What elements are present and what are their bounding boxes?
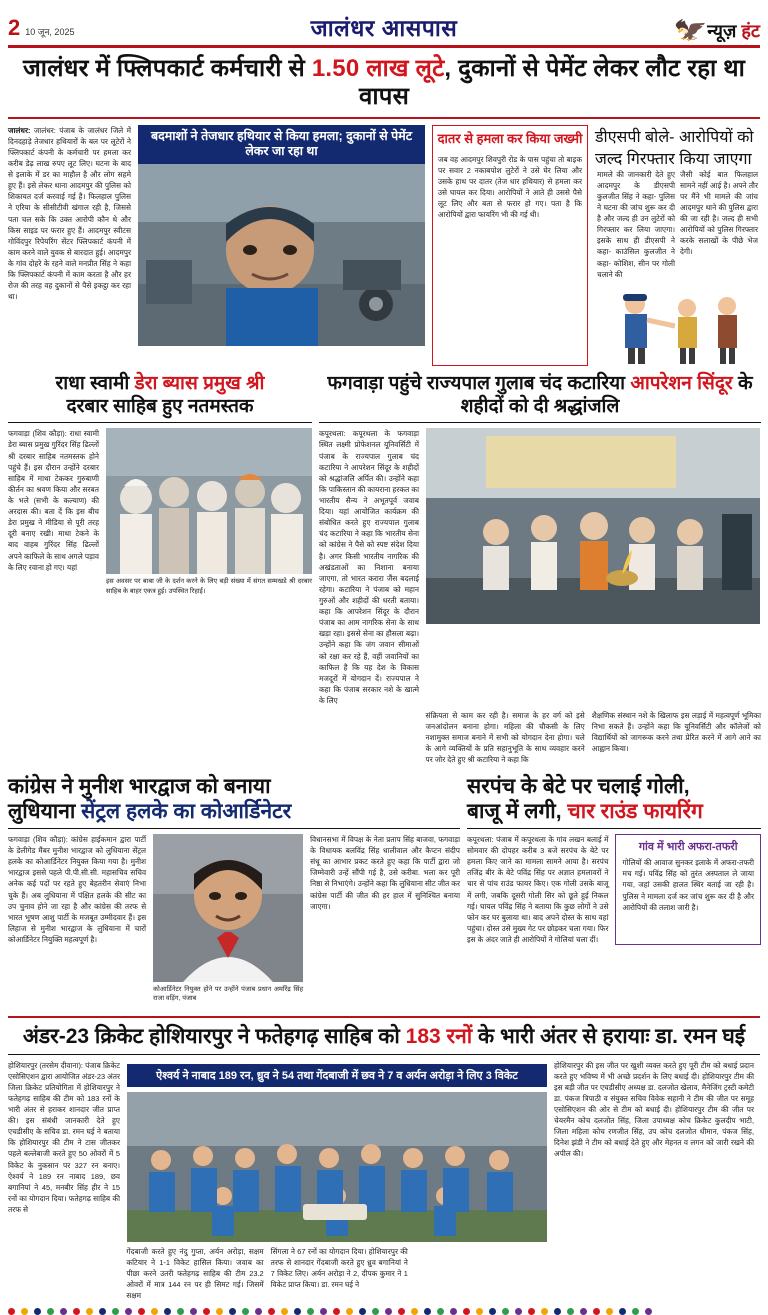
footer-dot (203, 1308, 210, 1315)
dera-story (8, 373, 312, 766)
congress-headline-rule (8, 828, 460, 829)
brand-logo (673, 18, 760, 45)
cricket-team-photo (127, 1092, 547, 1242)
page-number: 2 (8, 15, 21, 40)
footer-dot (606, 1308, 613, 1315)
sarpanch-content-row (467, 834, 761, 945)
footer-dot (177, 1308, 184, 1315)
cricket-headline: अंडर-23 क्रिकेट होशियारपुर ने फतेहगढ़ साहिब को 183 रनों के भारी अंतर से हरायाः डा. रमन घई (22, 1025, 746, 1049)
attack-box-title: दातर से हमला कर किया जख्मी (433, 126, 587, 151)
dera-headline-rule (8, 422, 312, 423)
footer-dot (645, 1308, 652, 1315)
block2 (8, 373, 760, 766)
footer-dot (255, 1308, 262, 1315)
sarpanch-headline-rule (467, 828, 761, 829)
footer-dot (632, 1308, 639, 1315)
footer-dot (528, 1308, 535, 1315)
eagle-icon: 🦅 (673, 20, 709, 42)
governor-body-col3: शैक्षणिक संस्थान नशे के खिलाफ इस लड़ाई में महत्वपूर्ण भूमिका निभा सकते हैं। उन्होंने कहा कि यूनिवर्सिटी और कॉलेजों को विद्यार्थियों को जागरूक करने तथा प्रेरित करने में आगे आने का आह्वान किया। (591, 711, 761, 754)
newspaper-page (0, 6, 768, 1301)
brand-name: न्यूज़ हंट (707, 20, 760, 41)
dera-photo-column (106, 428, 312, 595)
footer-dot (554, 1308, 561, 1315)
robbery-victim-photo (138, 164, 425, 346)
cricket-summary-strip: ऐश्वर्य ने नाबाद 189 रन, ध्रुव ने 54 तथा गेंदबाजी में छव ने 7 व अर्यन अरोड़ा ने लिए 3 विकेट (127, 1064, 547, 1087)
cricket-body-col3: सिंगला ने 67 रनों का योगदान दिया। होशियारपुर की तरफ से शानदार गेंदबाजी करते हुए ध्रुव बगानियां ने 7 विकेट लिए। अर्यन अरोड़ा ने 2, दीपक कुमार ने 1 विकेट प्राप्त किया। डा. रमन घई ने (270, 1246, 408, 1289)
dsp-box-title: डीएसपी बोले- आरोपियों को जल्द गिरफ्तार किया जाएगा (595, 128, 754, 168)
side-boxes-row (432, 125, 760, 366)
lead-subheadline-bar: बदमाशों ने तेजधार हथियार से किया हमला; दुकानों से पेमेंट लेकर जा रहा था (138, 125, 425, 164)
sarpanch-story (467, 774, 761, 1004)
attack-box (432, 125, 588, 366)
congress-photo-caption: कोआर्डिनेटर नियुक्त होने पर उन्होंने पंजाब प्रधान अमरिंद्र सिंह राजा वड़िंग, पंजाब (153, 985, 304, 1003)
governor-body-col2: संक्रियता से काम कर रही है। समाज के हर वर्ग को इसे जनआंदोलन बनाना होगा। महिला की चौकसी के लिए नशामुक्त समाज बनाने में सभी को योगदान देना होगा। चले के आगे व्यक्तियों के प्रति सहानुभूति के साथ व्यवहार करने पर जोर देते हुए श्री कटारिया ने कहा कि (425, 711, 585, 765)
lead-headline (8, 55, 760, 112)
footer-dot (385, 1308, 392, 1315)
dera-sangat-photo (106, 428, 312, 574)
issue-date: 10 जून, 2025 (25, 27, 75, 37)
lead-headline-part2: , दुकानों से पेमेंट लेकर लौट रहा था वापस (358, 55, 746, 111)
footer-dot (333, 1308, 340, 1315)
sarpanch-side-box-text: गोलियों की आवाज सुनकर इलाके में अफरा-तफरी मच गई। पविंद्र सिंह को तुरंत अस्पताल ले जाया गया, जहां उसकी हालत स्थिर बताई जा रही है। पुलिस ने मामला दर्ज कर जांच शुरू कर दी है और आरोपियों की तलाश जारी है। (622, 858, 754, 912)
dera-body-text: फगवाड़ा (शिव कौड़ा): राधा स्वामी डेरा ब्यास प्रमुख गुरिंदर सिंह ढिल्लों श्री दरबार साहिब नतमस्तक होने पहुंचे हैं। इस दौरान उन्होंने दरबार साहिब में माथा टेककर गुरुबाणी कीर्तन का श्रवण किया और सरबत के भले (सभी के कल्याण) की अरदास की। बता दें कि इस बीच डेरा प्रमुख ने मीडिया से पूरी तरह दूरी बनाए रखी। माथा टेकने के बाद वाहब गुरिंदर सिंह ढिल्लों अपने काफिले के साथ अगले पड़ाव के लिए रवाना हो गए। यहां (8, 429, 99, 572)
footer-dot (112, 1308, 119, 1315)
footer-dot (164, 1308, 171, 1315)
masthead (8, 6, 760, 48)
footer-dot (580, 1308, 587, 1315)
governor-headline: फगवाड़ा पहुंचे राज्यपाल गुलाब चंद कटारिया आपरेशन सिंदूर के शहीदों को दी श्रद्धांजलि (327, 372, 753, 417)
dera-content-row (8, 428, 312, 595)
footer-dot (359, 1308, 366, 1315)
lead-story-mid-column (138, 125, 425, 366)
footer-dot (294, 1308, 301, 1315)
footer-dot (398, 1308, 405, 1315)
footer-dot (242, 1308, 249, 1315)
congress-portrait-column (153, 834, 303, 1003)
sarpanch-body-text: कपूरथला: पंजाब में कपूरथला के गांव लखन बलाई में सोमवार की दोपहर करीब 3 बजे सरपंच के बेटे पर हमला किए जाने का मामला सामने आया है। सरपंच तजिंद्र बीर के बेटे पविंद्र सिंह पर अज्ञात हमलावरों ने चार से पांच राउंड फायर किए। एक गोली उसके बाजू में लगी, जबकि दूसरी गोली सिर को छूते हुई निकल गई। घायल पविंद्र सिंह ने बताया कि कुछ लोगों ने उसे फोन कर घर बुलाया था। बाद अपने दोस्त के साथ वहां पहुंचा। दोस्त उसे मुख्य गेट पर छोड़कर चला गया। फिर इस के अंदर जाते ही आरोपियों ने गोलियां चला दीं। (467, 834, 609, 944)
governor-photo-column (426, 428, 760, 706)
cricket-lower-columns (8, 1246, 760, 1302)
lead-headline-amount: 1.50 लाख लूटे (311, 55, 445, 82)
footer-dot (34, 1308, 41, 1315)
footer-dot (489, 1308, 496, 1315)
sarpanch-side-box-title: गांव में भारी अफरा-तफरी (638, 840, 738, 853)
lead-story-text-column (8, 125, 131, 366)
cricket-story (8, 1011, 760, 1301)
block3 (8, 774, 760, 1004)
footer-dot (424, 1308, 431, 1315)
dera-photo-caption: इस अवसर पर बाबा जी के दर्शन करने के लिए बड़ी संख्या में संगत सम्मखडे श्री दरबार साहिब के बाहर एकत्र हुई। उपस्थित रिहाईं। (106, 578, 312, 595)
congress-content-row (8, 834, 460, 1003)
police-cartoon (595, 280, 760, 366)
footer-dot (99, 1308, 106, 1315)
governor-event-photo (426, 428, 760, 624)
footer-dot (125, 1308, 132, 1315)
cricket-body-col2: गेंदबाजी करते हुए नंदु गुप्ता, अर्यन अरोड़ा, सक्षम कटियार ने 1-1 विकेट हासिल किया। जवाब का पीछा करने उतरी फतेहगढ़ साहिब की टीम 23.2 ओवरों में मात्र 144 रन पर ही सिमट गई। जिसमें सक्षम (126, 1246, 264, 1301)
dsp-box (595, 125, 760, 366)
footer-dot (151, 1308, 158, 1315)
dsp-box-text-right: जैसी कोई बात फिलहाल सामने नहीं आई है। अपने तौर पर मैंने भी मामले की जांच आदमपुर थाने की पुलिस द्वारा की जा रही है। जल्द ही सभी आरोपियों को पुलिस गिरफ्तार करके सलाखों के पीछे भेज देगी। (680, 169, 758, 257)
footer-dot (281, 1308, 288, 1315)
lead-story-block (8, 125, 760, 366)
footer-dot-strip (8, 1307, 760, 1315)
footer-dot (190, 1308, 197, 1315)
dera-headline: राधा स्वामी डेरा ब्यास प्रमुख श्री दरबार साहिब हुए नतमस्तक (55, 372, 265, 417)
footer-dot (8, 1308, 15, 1315)
footer-dot (47, 1308, 54, 1315)
section-title: जालंधर आसपास (310, 15, 458, 41)
governor-photo-illustration (426, 428, 760, 624)
footer-dot (619, 1308, 626, 1315)
footer-dot (307, 1308, 314, 1315)
lead-story-boxes-column (432, 125, 760, 366)
footer-dot (60, 1308, 67, 1315)
cricket-body-col4: होशियारपुर की इस जीत पर खुशी व्यक्त करते हुए पूरी टीम को बधाई प्रदान करते हुए भविष्य में भी अच्छे प्रदर्शन के लिए बधाई दी। होशियारपुर टीम की इस बड़ी जीत पर एचडीसीए अध्यक्ष डा. दलजोत खेलाव, मैनेजिंग ट्रस्टी कमेटी डा. पंकज त्रिपाठी व संयुक्त सचिव विवेक सहानी ने टीम की जीत पर समूह एसोसिएशन की ओर से टीम को बधाई दी। होशियारपुर टीम की जीत पर चेयरमैन कोच दलजोत सिंह, जिला उपाध्यक्ष कोच क्रिकेट कुलदीप भाटी, जिला महिला कोच रणजीत सिंह, उप कोच दलजोत धीमान, पंकज सिंह, दिनेश झंडी ने टीम को बधाई देते हुए और मेहनत व लगन को जारी रखने की अपील की। (554, 1060, 754, 1159)
footer-dot (450, 1308, 457, 1315)
lead-headline-part1: जालंधर में फ्लिपकार्ट कर्मचारी से (22, 55, 312, 82)
congress-body-col1: फगवाड़ा (शिव कौड़ा): कांग्रेस हाईकमान द्वारा पार्टी के डेलीगेड मैंबर मुनीश भारद्वाज को लुधियाना सेंट्रल हलके का कोआर्डिनेटर नियुक्त किया गया है। मुनीश भारद्वाज इससे पहले पी.पी.सी.सी. महासचिव सचिव अनेक कई पदों पर रहते हुए बेहतरीन सेवाएं निभा चुके हैं। अब लुधियाना में पंक्षित हलके की सीट का उप चुनाव होने जा रहा है और कांग्रेस की तरफ से भारत भूषण आशु पार्टी के मजबूत उम्मीदवार हैं। इस लिहाज से मुनीश भारद्वाज के लुधियाना में चारों कोआर्डिनेटर नियुक्ति महत्वपूर्ण है। (8, 834, 147, 944)
footer-dot (138, 1308, 145, 1315)
dsp-box-columns (595, 169, 760, 280)
portrait-illustration (153, 834, 303, 982)
attack-box-text: जब वह आदमपुर शिवपुरी रोड के पास पहुंचा तो बाइक पर सवार 2 नकाबपोश लुटेरों ने उसे घेर लिया और उसके हाथ पर दातर (तेज धार हथियार) से हमला कर उसे घायल कर दिया। आरोपियों ने आते ही उससे पैसे लूट लिए और बता से फरार हो गए। पता है कि आरोपियों द्वारा फायरिंग भी की गई थी। (438, 154, 582, 220)
congress-story (8, 774, 460, 1004)
footer-dot (463, 1308, 470, 1315)
cricket-headline-rule (8, 1054, 760, 1055)
governor-lower-columns (319, 710, 761, 766)
footer-dot (73, 1308, 80, 1315)
footer-dot (86, 1308, 93, 1315)
governor-body-col1: कपूरथला: कपूरथला के फगवाड़ा स्थित लक्ष्मी प्रोफेशनल यूनिवर्सिटी में पंजाब के राज्यपाल गुलाब चंद कटारिया ने आपरेशन सिंदूर के शहीदों को श्रद्धांजलि अर्पित की। उन्होंने कहा कि पाकिस्तान की कायराना हरकत का भारतीय सैन्य ने अभूतपूर्व जवाब दिया। यहां आयोजित कार्यक्रम की संबोधित करते हुए राज्यपाल गुलाब चंद कटारिया ने कहा कि भारतीय सेना को कांग्रेस ने पैसे को स्पष्ट संदेश दिया है। अगर किसी भारतीय नागरिक की अखंडताओं का निशाना बनाया जाएगा, तो भारत करारा जैंस बदलाई रहेगा। कटारिया ने पंजाब को महान गुरुओं और शहीदों की धरती बताया। कहा कि आपरेशन सिंदूर के दौरान पंजाब का आम नागरिक सेना के साथ खड़ा रहा। इससे सेना का हौसला बढ़ा। उन्होंने कहा कि जंग जवान सीमाओं को रक्षा कर रहे हैं, वहीं जवानियों का काफिल है कि यह देश के विकास मजदूरों में योगदान दें। राज्यपाल ने कहा कि पंजाब सरकार नशे के खात्मे के लिए (319, 429, 419, 705)
footer-dot (593, 1308, 600, 1315)
footer-dot (216, 1308, 223, 1315)
cricket-content-row (8, 1060, 760, 1242)
footer-dot (437, 1308, 444, 1315)
footer-dot (411, 1308, 418, 1315)
congress-headline: कांग्रेस ने मुनीश भारद्वाज को बनाया लुधियाना सेंट्रल हलके का कोआर्डिनेटर (8, 774, 292, 823)
cricket-top-rule (8, 1016, 760, 1018)
footer-dot (502, 1308, 509, 1315)
footer-dot (515, 1308, 522, 1315)
governor-story (319, 373, 761, 766)
footer-dot (346, 1308, 353, 1315)
sarpanch-side-box (615, 834, 761, 945)
footer-dot (21, 1308, 28, 1315)
footer-dot (476, 1308, 483, 1315)
footer-dot (320, 1308, 327, 1315)
dera-photo-illustration (106, 428, 312, 574)
team-photo-illustration (127, 1092, 547, 1242)
footer-dot (567, 1308, 574, 1315)
sarpanch-headline: सरपंच के बेटे पर चलाई गोली, बाजू में लगी, चार राउंड फायरिंग (467, 774, 703, 823)
congress-body-col2: विधानसभा में विपक्ष के नेता प्रताप सिंह बाजवा, फगवाड़ा के विधायक बलविंद्र सिंह धालीवाल और कैप्टन संदीप संधू का आभार प्रकट करते हुए कहा कि पार्टी द्वारा जो जिम्मेवारी उन्हें सौंपी गई है, उसे करीबा. भला कर पूरी निष्ठा से निभाएंगे। उन्होंने कहा कि लुधियाना सीट जीत कर कांग्रेस पार्टी की जीत की हर हाल में सुनिश्चित बनाया जाएगा। (310, 834, 460, 911)
footer-dot (541, 1308, 548, 1315)
robbery-scene-illustration (138, 164, 425, 346)
cricket-photo-column (127, 1060, 547, 1242)
dsp-box-text-left: मामले की जानकारी देते हुए आदमपुर के डीएसपी कुलजीत सिंह ने कहा- पुलिस ने घटना की जांच शुरू कर दी है और जल्द ही उन लुटेरों को गिरफ्तार कर लिया जाएगा। इसके साथ ही डीएसपी ने कहा- काउंसिल कुलजीत ने कहा- कोशिश, सीन पर गोली चलाने की (597, 169, 675, 279)
headline-rule (8, 117, 760, 119)
cricket-body-col1: होशियारपुर (तरसेम दीवाना): पंजाब क्रिकेट एसोसिएशन द्वारा आयोजित अंडर-23 अंतर जिला क्रिकेट प्रतियोगिता में होशियारपुर ने फतेहगढ़ साहिब की टीम को 183 रनों के भारी अंतर से हराकर शानदार जीत प्राप्त की। इस संबंधी जानकारी देते हुए एचडीसीए के सचिव डा. रमन घई ने बताया कि होशियारपुर की टीम ने टास जीतकर पहले बल्लेबाजी करते हुए 50 ओवरों में 5 विकेट के नुकसान पर 327 रन बनाए। ऐश्वर्य ने 189 रन नाबाद 189, छव बगानियां ने 45, मनबीर सिंह हीर ने 15 रनों का योगदान दिया। फतेहगढ़ साहिब की तरफ से (8, 1060, 120, 1215)
footer-dot (268, 1308, 275, 1315)
folio (8, 15, 74, 45)
lead-story-body: जालंधर: जालंधर: पंजाब के जालंधर जिले में दिनदहाड़े तेजधार हथियारों के बल पर लूटेरों ने फ्लिपकार्ट कंपनी के कर्मचारी पर हमला कर करीब डेढ़ लाख रुपए लूट लिए। घटना के बाद से इलाके में डर का माहौल है और लोग सहमे हुए हैं। इसे लेकर थाना आदमपुर की पुलिस को शिकायत दर्ज करवाई गई है। फिलहाल पुलिस ने एरिया के सीसीटीवी खंगाल रही है, जिससे पता चल सके कि उक्त आरोपी कौन थे और किस साइड पर फरार हुए हैं। आदमपुर स्वीटस गोविंदपुर रिपेयरिंग सेंटर फ्लिपकार्ट कंपनी में काम करने वाले युवक से बारदात हुई। आदमपुर के गांव दोहरे के रहने वाले मनप्रीत सिंह ने कहा कि फ्लिपकार्ट कंपनी में काम करता है और हर रोज की तरह वह दुकानों से पैसे इकट्ठा कर रहा था। (8, 125, 131, 302)
footer-dot (372, 1308, 379, 1315)
police-cartoon-illustration (595, 280, 760, 366)
governor-content-row (319, 428, 761, 706)
footer-dot (229, 1308, 236, 1315)
governor-headline-rule (319, 422, 761, 423)
munish-bhardwaj-portrait (153, 834, 303, 982)
